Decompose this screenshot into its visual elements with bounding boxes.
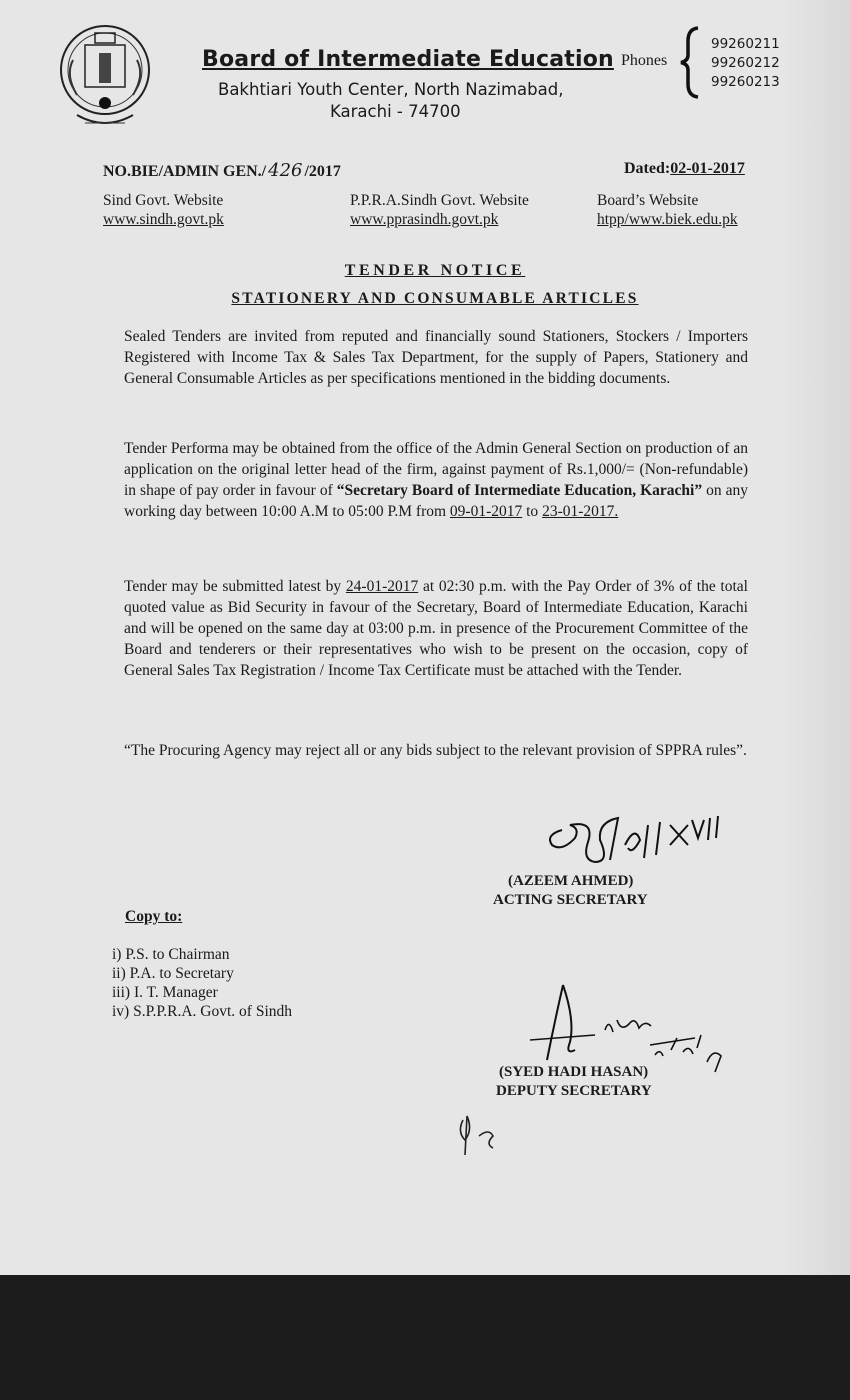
reference-handwritten-number: 426 (268, 160, 303, 181)
performa-text-1: Tender Performa may be obtained from the office of the Admin General Section on production of an application on the original letter head of the firm, against payment of Rs.1,000/= (Non-refundable) in shape of pay order in favour of (124, 440, 748, 499)
tender-notice-title: TENDER NOTICE (344, 262, 526, 279)
tender-notice-subtitle: STATIONERY AND CONSUMABLE ARTICLES (231, 290, 639, 307)
dated-label: Dated: (624, 160, 671, 177)
dated-line (624, 160, 745, 178)
address-line-2: Karachi - 74700 (330, 102, 461, 121)
reference-year: /2017 (304, 163, 341, 180)
signatory-1-title: ACTING SECRETARY (493, 892, 648, 908)
reference-number (103, 160, 341, 181)
paragraph-invitation: Sealed Tenders are invited from reputed and financially sound Stationers, Stockers / Importers Registered with Income Tax & Sales Tax Department, for the supply of Papers, Stationery and General Consumable Articles as per specifications mentioned in the bidding documents. (124, 328, 748, 387)
paragraph-performa (124, 438, 748, 522)
phone-number-1: 99260211 (711, 36, 780, 52)
signatory-2-title: DEPUTY SECRETARY (496, 1083, 652, 1099)
performa-payee: “Secretary Board of Intermediate Education, Karachi” (336, 482, 703, 499)
reference-prefix: NO.BIE/ADMIN GEN./ (103, 163, 267, 180)
phone-number-2: 99260212 (711, 55, 780, 71)
phone-number-3: 99260213 (711, 74, 780, 90)
copy-to-item-3: iii) I. T. Manager (112, 984, 218, 1001)
board-website-label: Board’s Website (597, 192, 699, 209)
submission-deadline: 24-01-2017 (345, 578, 419, 595)
copy-to-item-2: ii) P.A. to Secretary (112, 965, 234, 982)
performa-to: to (522, 503, 543, 520)
ppra-website-label: P.P.R.A.Sindh Govt. Website (350, 192, 529, 209)
submission-text-2: at 02:30 p.m. with the Pay Order of 3% of the total quoted value as Bid Security in favour of the Secretary, Board of Intermediate Education, Karachi and will be opened on the same day at 03:00 p.m. in presence of the Procurement Committee of the Board and tenderers or their representatives who wish to be present on the occasion, copy of General Sales Tax Registration / Income Tax Certificate must be attached with the Tender. (124, 578, 748, 679)
signatory-2-name: (SYED HADI HASAN) (499, 1064, 649, 1080)
dated-value: 02-01-2017 (670, 160, 745, 177)
address-line-1: Bakhtiari Youth Center, North Nazimabad, (218, 80, 564, 99)
curly-brace-icon (676, 25, 706, 100)
copy-to-item-1: i) P.S. to Chairman (112, 946, 230, 963)
signature-azeem-ahmed (540, 800, 740, 875)
signatory-1-name: (AZEEM AHMED) (508, 873, 634, 889)
ppra-website-link[interactable]: www.pprasindh.govt.pk (350, 211, 499, 228)
sind-govt-website-link[interactable]: www.sindh.govt.pk (103, 211, 224, 228)
sind-govt-website-label: Sind Govt. Website (103, 192, 224, 209)
performa-text-2: on any working day between 10:00 A.M to 05:00 P.M from (124, 482, 748, 520)
copy-to-heading: Copy to: (125, 908, 183, 925)
paragraph-rejection-clause: “The Procuring Agency may reject all or any bids subject to the relevant provision of SPPRA rules”. (124, 742, 747, 759)
copy-to-item-4: iv) S.P.P.R.A. Govt. of Sindh (112, 1003, 293, 1020)
board-title: Board of Intermediate Education (202, 47, 614, 72)
performa-date-from: 09-01-2017 (449, 503, 523, 520)
phones-label: Phones (621, 52, 668, 69)
submission-text-1: Tender may be submitted latest by (124, 578, 346, 595)
board-emblem-logo (55, 15, 155, 135)
paragraph-submission (124, 576, 748, 681)
handwritten-initials (455, 1110, 505, 1160)
performa-date-to: 23-01-2017. (542, 503, 619, 520)
board-website-link[interactable]: htpp/www.biek.edu.pk (597, 211, 738, 228)
